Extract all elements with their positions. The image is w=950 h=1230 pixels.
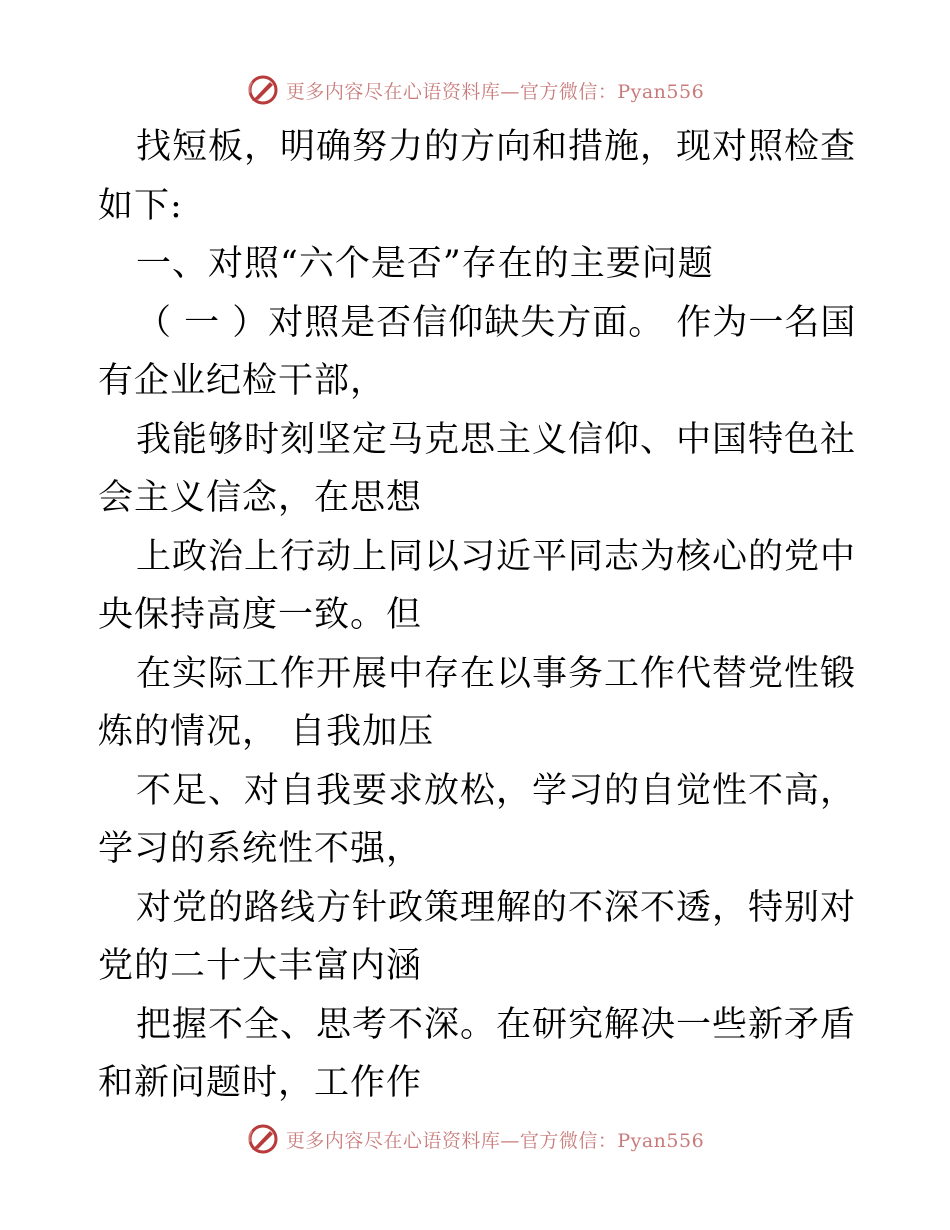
paragraph: 把握不全、思考不深。在研究解决一些新矛盾和新问题时，工作作 <box>98 1004 857 1103</box>
footer-watermark <box>0 1119 950 1159</box>
header-watermark <box>0 70 950 110</box>
paragraph: 在实际工作开展中存在以事务工作代替党性锻炼的情况， 自我加压 <box>98 653 857 752</box>
pen-circle-logo-icon <box>246 1122 280 1156</box>
paragraph: 找短板，明确努力的方向和措施，现对照检查如下: <box>98 127 857 226</box>
pen-circle-logo-icon <box>246 73 280 107</box>
section-heading: 一、对照“六个是否”存在的主要问题 <box>136 244 714 284</box>
watermark-text: 更多内容尽在心语资料库—官方微信：Pyan556 <box>285 80 705 103</box>
document-body <box>98 118 858 1113</box>
paragraph: 我能够时刻坚定马克思主义信仰、中国特色社会主义信念，在思想 <box>98 419 857 518</box>
watermark-text: 更多内容尽在心语资料库—官方微信：Pyan556 <box>285 1129 705 1152</box>
paragraph: 不足、对自我要求放松，学习的自觉性不高，学习的系统性不强， <box>98 770 857 869</box>
paragraph: 上政治上行动上同以习近平同志为核心的党中央保持高度一致。但 <box>98 536 857 635</box>
paragraph: （ 一 ）对照是否信仰缺失方面。 作为一名国有企业纪检干部， <box>98 302 857 401</box>
paragraph: 对党的路线方针政策理解的不深不透，特别对党的二十大丰富内涵 <box>98 887 857 986</box>
